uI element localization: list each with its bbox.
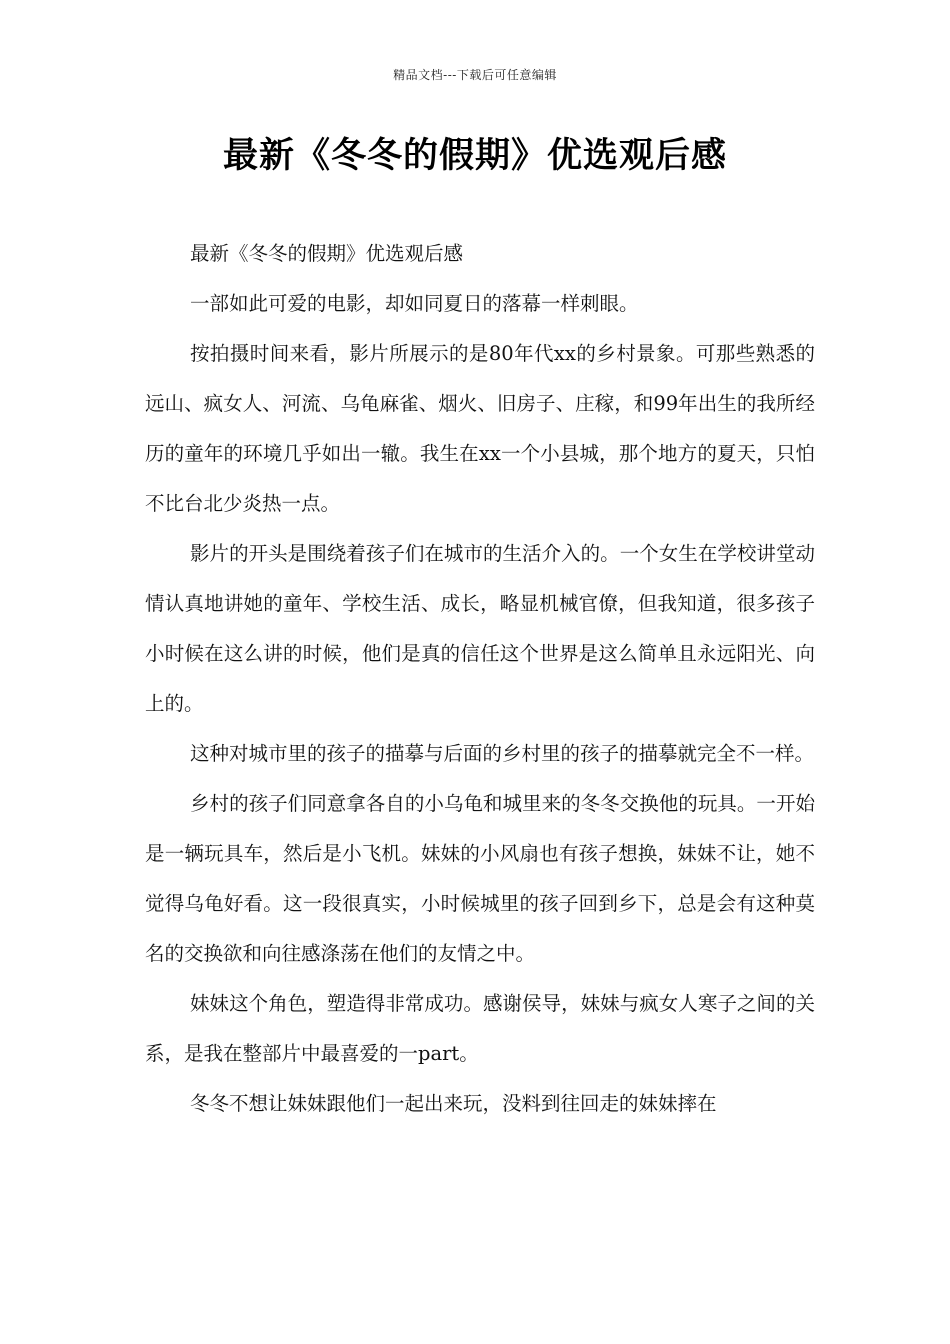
paragraph: 影片的开头是围绕着孩子们在城市的生活介入的。一个女生在学校讲堂动情认真地讲她的童年、学校生活、成长，略显机械官僚，但我知道，很多孩子小时候在这么讲的时候，他们是真的信任这个世界是这么简单且永远阳光、向上的。 — [145, 542, 815, 715]
paragraph: 一部如此可爱的电影，却如同夏日的落幕一样刺眼。 — [190, 292, 639, 315]
document-body — [145, 229, 815, 1129]
paragraph: 乡村的孩子们同意拿各自的小乌龟和城里来的冬冬交换他的玩具。一开始是一辆玩具车，然后是小飞机。妹妹的小风扇也有孩子想换，妹妹不让，她不觉得乌龟好看。这一段很真实，小时候城里的孩子回到乡下，总是会有这种莫名的交换欲和向往感涤荡在他们的友情之中。 — [145, 792, 815, 965]
document-title: 最新《冬冬的假期》优选观后感 — [222, 136, 727, 176]
paragraph: 这种对城市里的孩子的描摹与后面的乡村里的孩子的描摹就完全不一样。 — [190, 742, 815, 765]
paragraph: 妹妹这个角色，塑造得非常成功。感谢侯导，妹妹与疯女人寒子之间的关系，是我在整部片中最喜爱的一part。 — [145, 992, 815, 1065]
header-note: 精品文档---下载后可任意编辑 — [393, 68, 557, 82]
paragraph: 冬冬不想让妹妹跟他们一起出来玩，没料到往回走的妹妹摔在 — [190, 1092, 717, 1115]
paragraph: 按拍摄时间来看，影片所展示的是80年代xx的乡村景象。可那些熟悉的远山、疯女人、河流、乌龟麻雀、烟火、旧房子、庄稼，和99年出生的我所经历的童年的环境几乎如出一辙。我生在xx一个小县城，那个地方的夏天，只怕不比台北少炎热一点。 — [145, 342, 815, 515]
paragraph: 最新《冬冬的假期》优选观后感 — [190, 242, 464, 265]
